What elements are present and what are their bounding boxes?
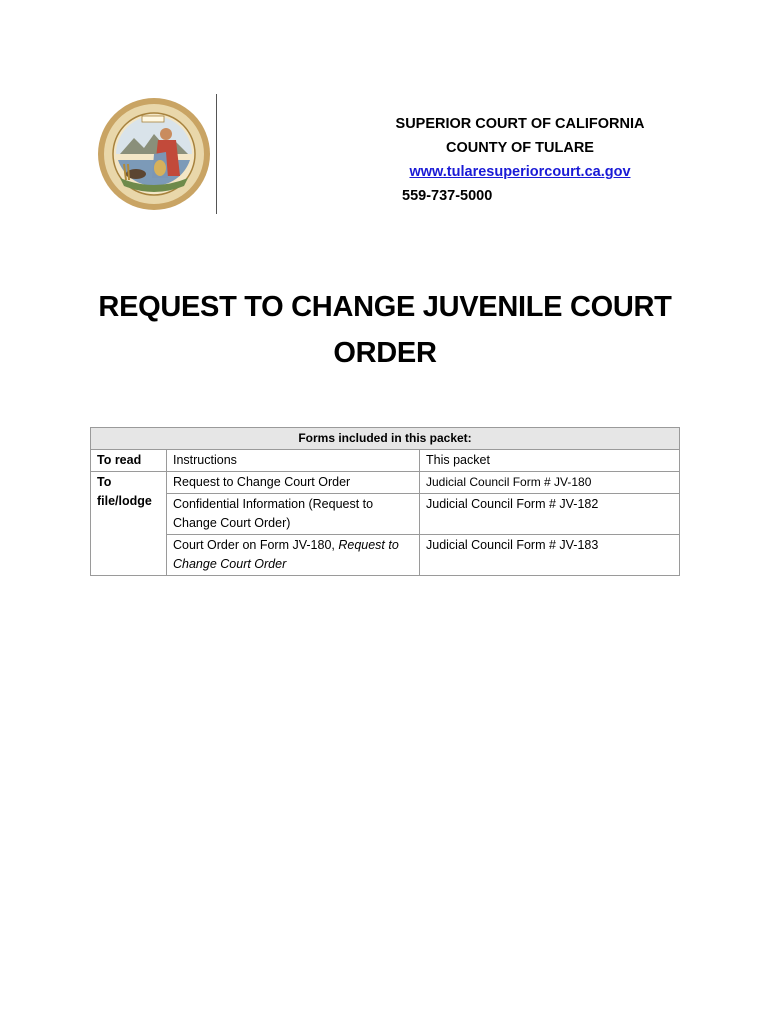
to-file-label-line-1: To [97,475,112,489]
form-name-italic: Request to Change Court Order [173,538,399,571]
page-title [90,284,680,376]
to-file-label-line-2: file/lodge [97,494,152,508]
county-name: COUNTY OF TULARE [446,140,594,156]
california-seal-icon [96,94,214,214]
table-row [91,494,680,535]
table-row [91,450,680,472]
form-number: Judicial Council Form # JV-180 [420,472,680,494]
table-row [91,472,680,494]
forms-table [90,427,680,576]
court-seal [96,94,217,214]
website-link[interactable]: www.tularesuperiorcourt.ca.gov [409,164,631,180]
table-caption: Forms included in this packet: [91,428,680,450]
form-name [167,535,420,576]
form-name: Instructions [167,450,420,472]
to-read-label: To read [91,450,167,472]
title-line-1: REQUEST TO CHANGE JUVENILE COURT [98,291,672,323]
form-number: This packet [420,450,680,472]
to-file-label [91,472,167,576]
form-name: Confidential Information (Request to Change Court Order) [167,494,420,535]
phone-number: 559-737-5000 [402,188,493,204]
form-number: Judicial Council Form # JV-183 [420,535,680,576]
court-name: SUPERIOR COURT OF CALIFORNIA [395,116,645,132]
form-name-prefix: Court Order on Form JV-180, [173,538,339,552]
title-line-2: ORDER [333,337,437,369]
form-number: Judicial Council Form # JV-182 [420,494,680,535]
table-caption-row [91,428,680,450]
form-name: Request to Change Court Order [167,472,420,494]
court-header [380,112,660,208]
table-row [91,535,680,576]
